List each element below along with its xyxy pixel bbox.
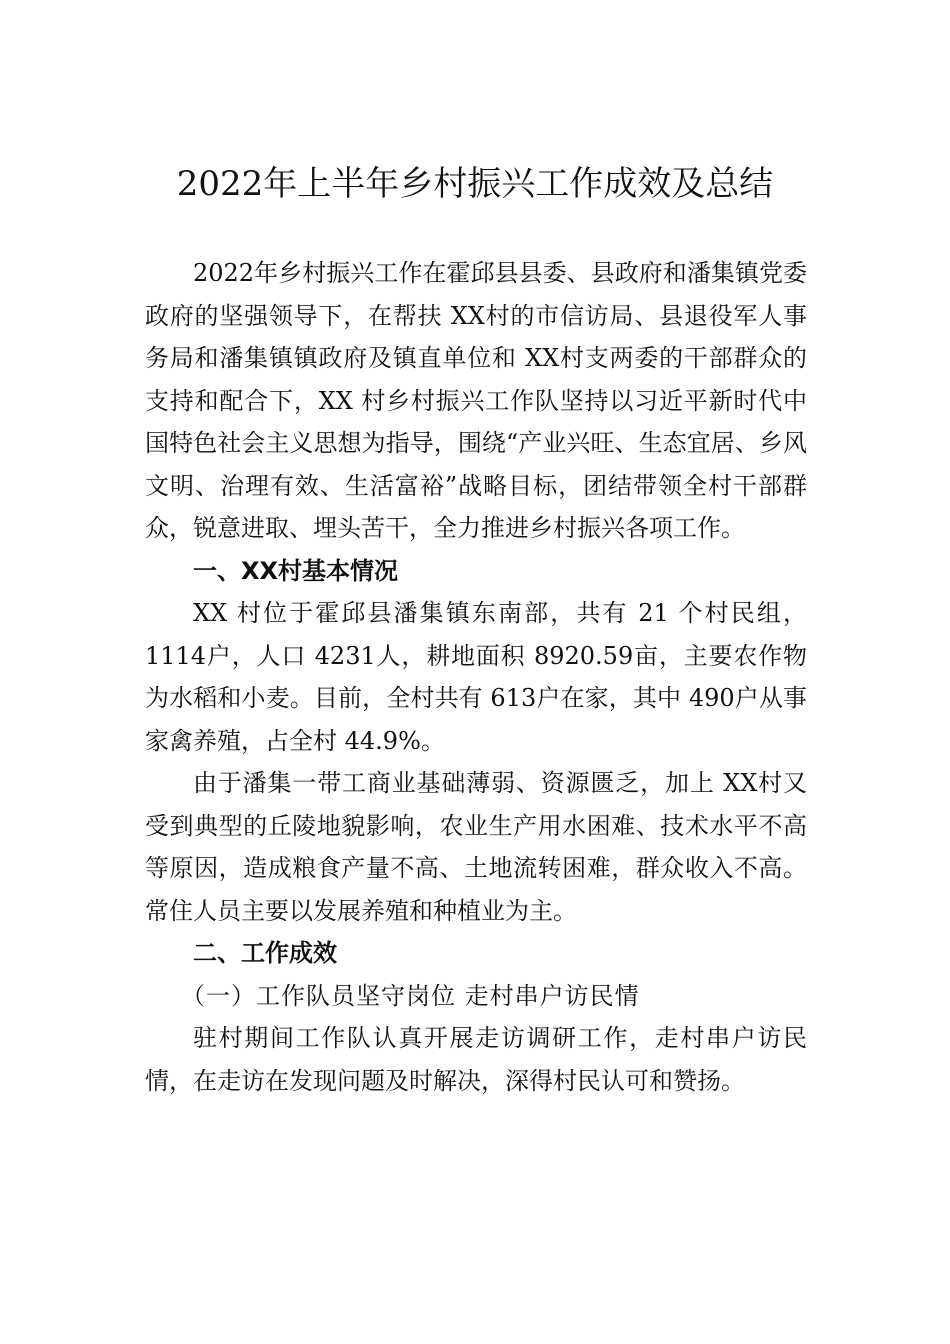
document-body (145, 252, 807, 1102)
visits-paragraph: 驻村期间工作队认真开展走访调研工作，走村串户访民情，在走访在发现问题及时解决，深得村民认可和赞扬。 (145, 1024, 807, 1095)
section-heading-achievements: 二、工作成效 (193, 939, 337, 967)
section-heading-basic-info: 一、XX村基本情况 (193, 556, 399, 585)
difficulties-paragraph: 由于潘集一带工商业基础薄弱、资源匮乏，加上 XX村又受到典型的丘陵地貌影响，农业生产用水困难、技术水平不高等原因，造成粮食产量不高、土地流转困难，群众收入不高。常住人员主要以发展养殖和种植业为主。 (145, 769, 807, 925)
subsection-heading-visits: （一）工作队员坚守岗位 走村串户访民情 (181, 981, 640, 1010)
document-title: 2022年上半年乡村振兴工作成效及总结 (176, 164, 774, 204)
intro-paragraph: 2022年乡村振兴工作在霍邱县县委、县政府和潘集镇党委政府的坚强领导下，在帮扶 XX村的市信访局、县退役军人事务局和潘集镇镇政府及镇直单位和 XX村支两委的干部群众的支持和配合下，XX 村乡村振兴工作队坚持以习近平新时代中国特色社会主义思想为指导，围绕“产业兴旺、生态宜居、乡风文明、治理有效、生活富裕”战略目标，团结带领全村干部群众，锐意进取、埋头苦干，全力推进乡村振兴各项工作。 (145, 259, 807, 542)
basic-info-paragraph: XX 村位于霍邱县潘集镇东南部，共有 21 个村民组，1114户，人口 4231人，耕地面积 8920.59亩，主要农作物为水稻和小麦。目前，全村共有 613户在家，其中 490户从事家禽养殖，占全村 44.9%。 (145, 599, 807, 755)
